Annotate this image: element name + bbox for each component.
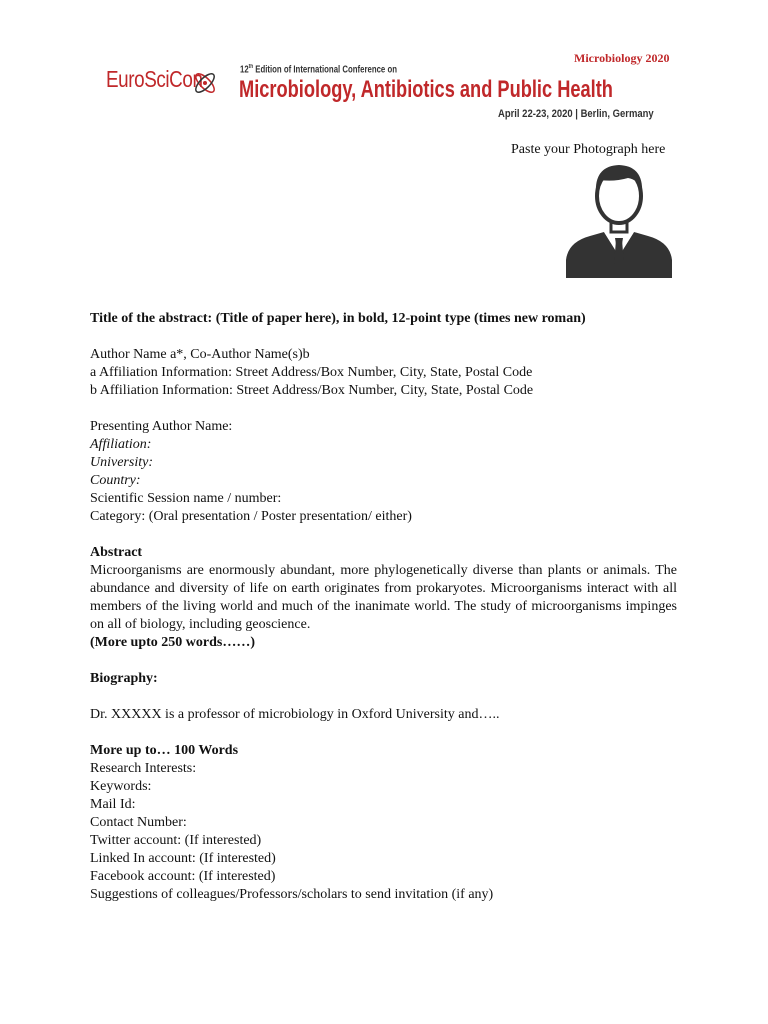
biography-heading: Biography: [90, 671, 158, 686]
affiliation-b: b Affiliation Information: Street Address/Box Number, City, State, Postal Code [90, 383, 534, 398]
photo-label: Paste your Photograph here [511, 142, 666, 157]
biography-body: Dr. XXXXX is a professor of microbiology in Oxford University and….. [90, 707, 500, 722]
facebook-field: Facebook account: (If interested) [90, 869, 276, 884]
affiliation-field: Affiliation: [90, 437, 152, 452]
abstract-template [90, 310, 677, 904]
dates-location: April 22-23, 2020 | Berlin, Germany [498, 108, 654, 120]
suggestions-field: Suggestions of colleagues/Professors/scholars to send invitation (if any) [90, 887, 494, 902]
abstract-title-instruction: Title of the abstract: (Title of paper here), in bold, 12-point type (times new roman) [90, 311, 586, 326]
university-field: University: [90, 455, 153, 470]
conference-title: Microbiology, Antibiotics and Public Health [239, 76, 613, 103]
eurosciscon-logo: EuroSciCon [106, 66, 203, 92]
session-field: Scientific Session name / number: [90, 491, 282, 506]
person-avatar-icon [562, 160, 676, 278]
mail-id-field: Mail Id: [90, 797, 136, 812]
presenting-author: Presenting Author Name: [90, 419, 233, 434]
abstract-heading: Abstract [90, 545, 143, 560]
author-names: Author Name a*, Co-Author Name(s)b [90, 347, 310, 362]
abstract-more-note: (More upto 250 words……) [90, 635, 256, 650]
atom-logo-icon [190, 66, 220, 100]
country-field: Country: [90, 473, 141, 488]
edition-line: 12th Edition of International Conference on [240, 64, 397, 76]
category-field: Category: (Oral presentation / Poster presentation/ either) [90, 509, 412, 524]
keywords-field: Keywords: [90, 779, 152, 794]
abstract-body: Microorganisms are enormously abundant, more phylogenetically diverse than plants or animals. The abundance and diversity of life on earth originates from prokaryotes. Microorganisms interact with all members of the living world and much of the inanimate world. The study of microorganisms impinges on all of biology, including geoscience. [90, 563, 677, 632]
biography-more-note: More up to… 100 Words [90, 743, 239, 758]
conference-header [0, 0, 768, 140]
conference-badge: Microbiology 2020 [574, 51, 670, 65]
linkedin-field: Linked In account: (If interested) [90, 851, 276, 866]
contact-number-field: Contact Number: [90, 815, 187, 830]
affiliation-a: a Affiliation Information: Street Address/Box Number, City, State, Postal Code [90, 365, 533, 380]
twitter-field: Twitter account: (If interested) [90, 833, 262, 848]
research-interests-field: Research Interests: [90, 761, 197, 776]
